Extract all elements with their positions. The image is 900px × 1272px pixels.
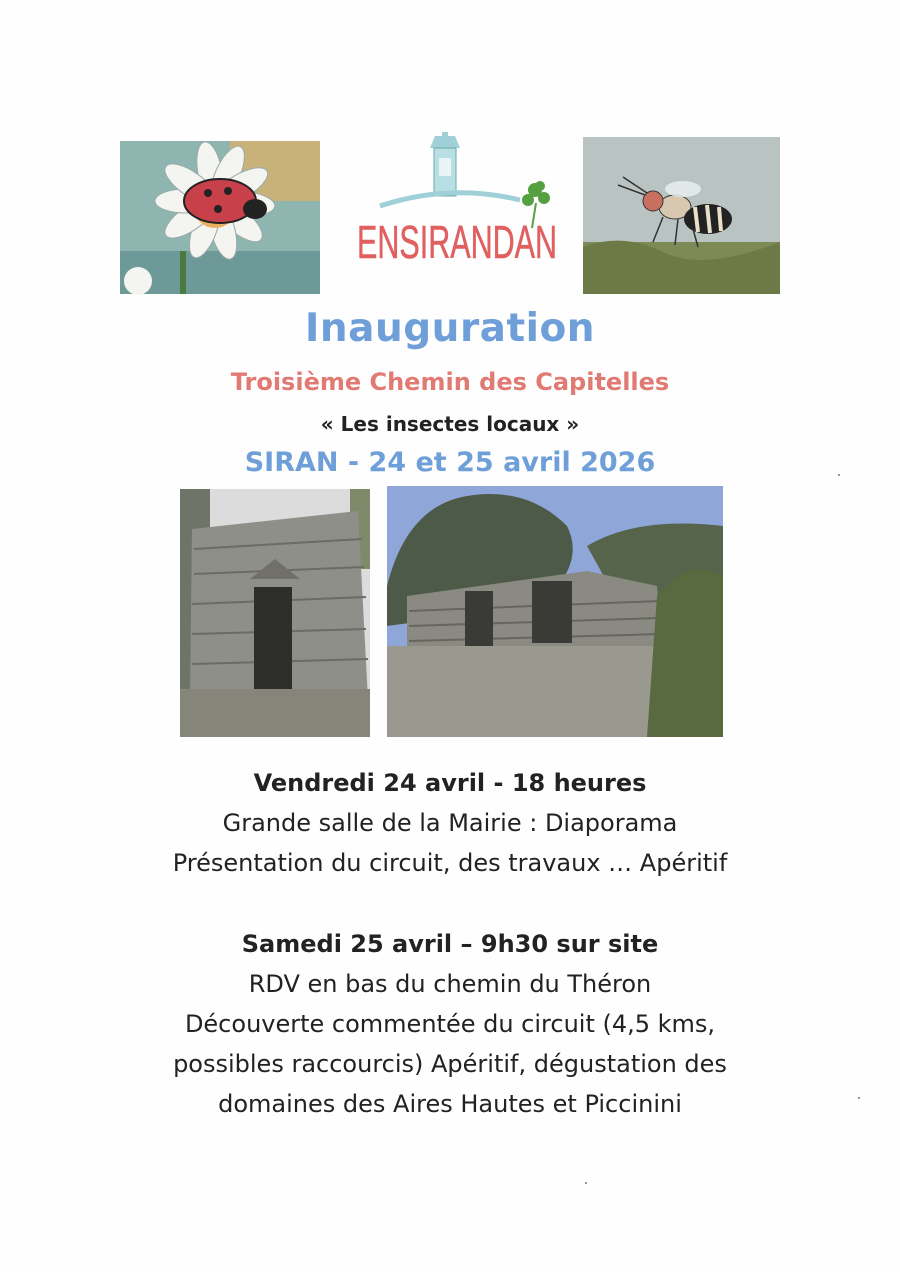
scan-speck — [858, 1097, 860, 1099]
bee-painting-image — [583, 137, 780, 294]
scan-speck — [838, 474, 840, 476]
event-saturday-line: domaines des Aires Hautes et Piccinini — [218, 1090, 682, 1118]
logo-text: ENSIRANDAN — [357, 216, 557, 268]
subtitle: Troisième Chemin des Capitelles — [230, 368, 670, 396]
ensirandan-logo — [350, 128, 565, 278]
stone-hut-photo-left — [180, 489, 370, 737]
event-saturday-line: Découverte commentée du circuit (4,5 kms, — [184, 1010, 716, 1038]
event-saturday-line: possibles raccourcis) Apéritif, dégustation des — [173, 1050, 727, 1078]
ladybug-painting-image — [120, 141, 320, 294]
event-friday-line: Grande salle de la Mairie : Diaporama — [222, 809, 678, 837]
event-friday — [0, 763, 900, 883]
event-saturday-heading: Samedi 25 avril – 9h30 sur site — [241, 930, 659, 958]
theme-text: « Les insectes locaux » — [320, 412, 580, 436]
event-saturday — [0, 924, 900, 1124]
event-friday-heading: Vendredi 24 avril - 18 heures — [253, 769, 647, 797]
stone-hut-photo-right — [387, 486, 723, 737]
event-saturday-line: RDV en bas du chemin du Théron — [248, 970, 652, 998]
scan-speck — [585, 1182, 587, 1184]
date-line: SIRAN - 24 et 25 avril 2026 — [244, 447, 656, 478]
event-friday-line: Présentation du circuit, des travaux … Apéritif — [172, 849, 728, 877]
page-title: Inauguration — [304, 306, 596, 351]
